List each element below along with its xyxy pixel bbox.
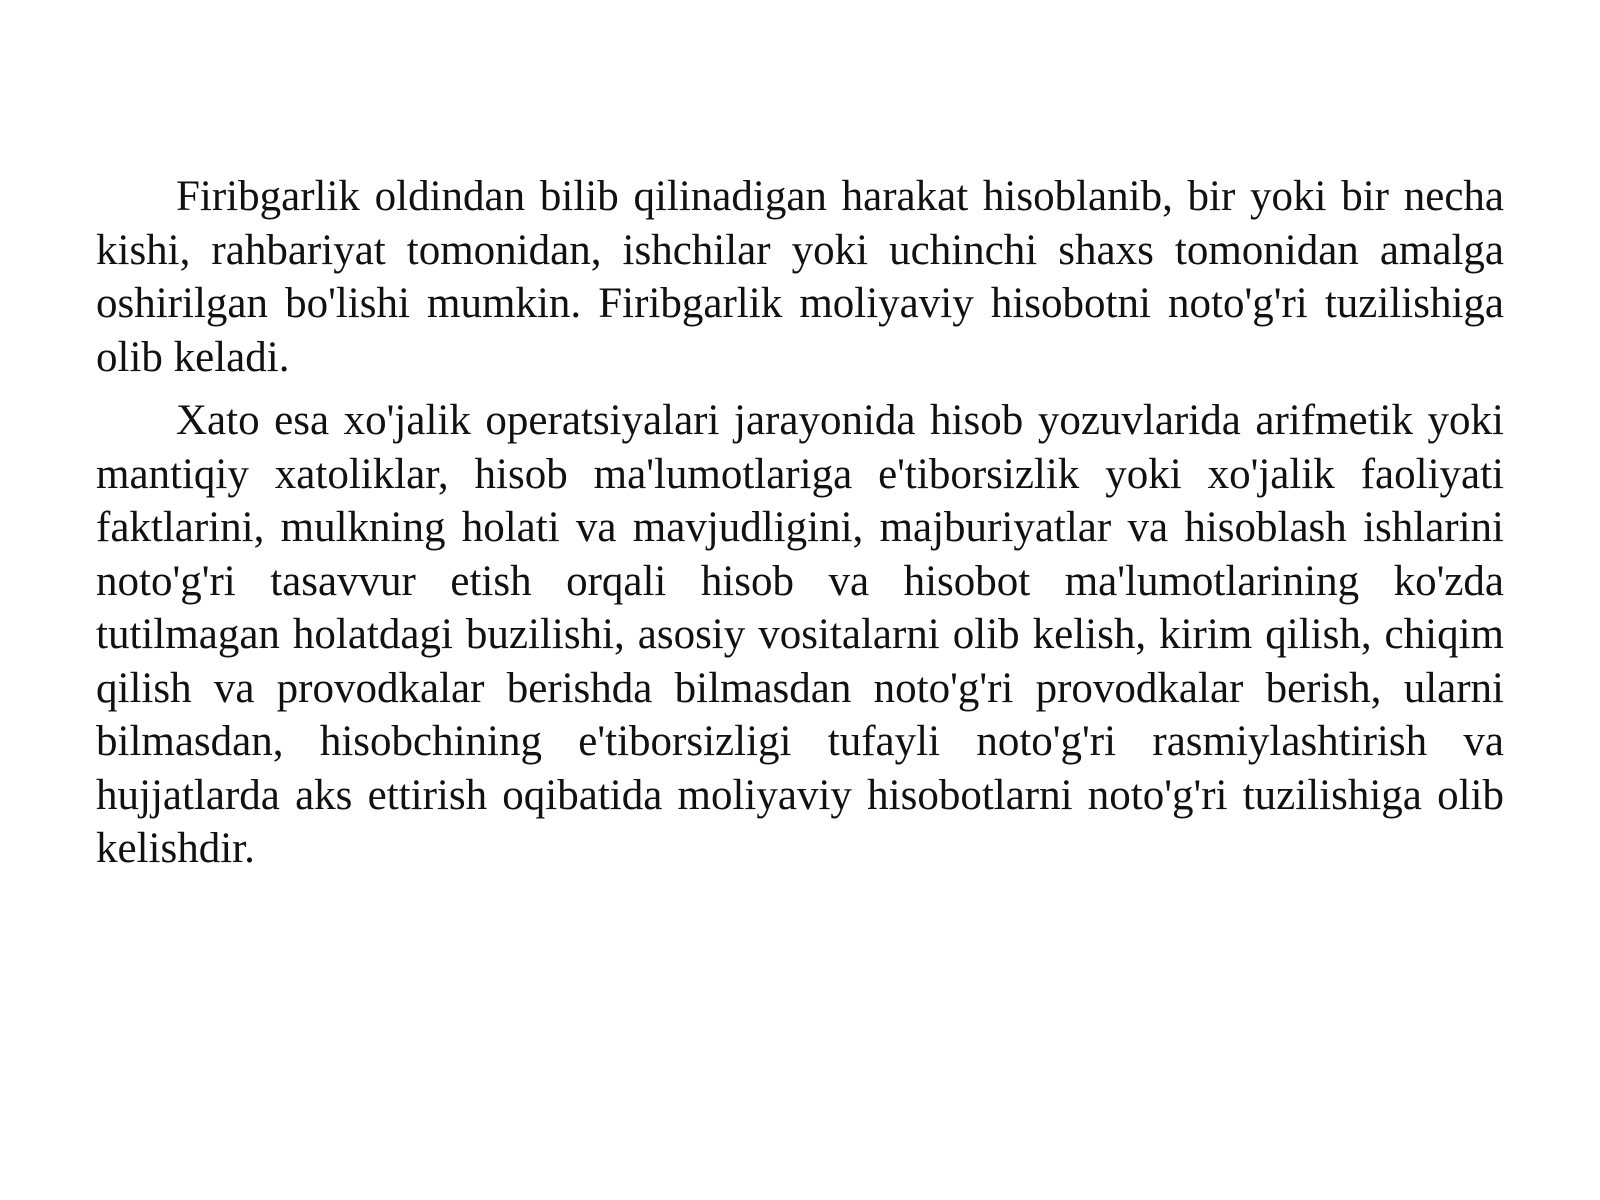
- paragraph-error-definition: Xato esa xo'jalik operatsiyalari jarayonida hisob yozuvlarida arifmetik yoki mantiqiy xatoliklar, hisob ma'lumotlariga e'tiborsizlik yoki xo'jalik faoliyati faktlarini, mulkning holati va mavjudligini, majburiyatlar va hisoblash ishlarini noto'g'ri tasavvur etish orqali hisob va hisobot ma'lumotlarining ko'zda tutilmagan holatdagi buzilishi, asosiy vositalarni olib kelish, kirim qilish, chiqim qilish va provodkalar berishda bilmasdan noto'g'ri provodkalar berish, ularni bilmasdan, hisobchining e'tiborsizligi tufayli noto'g'ri rasmiylashtirish va hujjatlarda aks ettirish oqibatida moliyaviy hisobotlarni noto'g'ri tuzilishiga olib kelishdir.: [96, 397, 1504, 872]
- paragraph-fraud-definition: Firibgarlik oldindan bilib qilinadigan harakat hisoblanib, bir yoki bir necha kishi, rahbariyat tomonidan, ishchilar yoki uchinchi shaxs tomonidan amalga oshirilgan bo'lishi mumkin. Firibgarlik moliyaviy hisobotni noto'g'ri tuzilishiga olib keladi.: [96, 173, 1504, 381]
- text-body: [96, 170, 1504, 876]
